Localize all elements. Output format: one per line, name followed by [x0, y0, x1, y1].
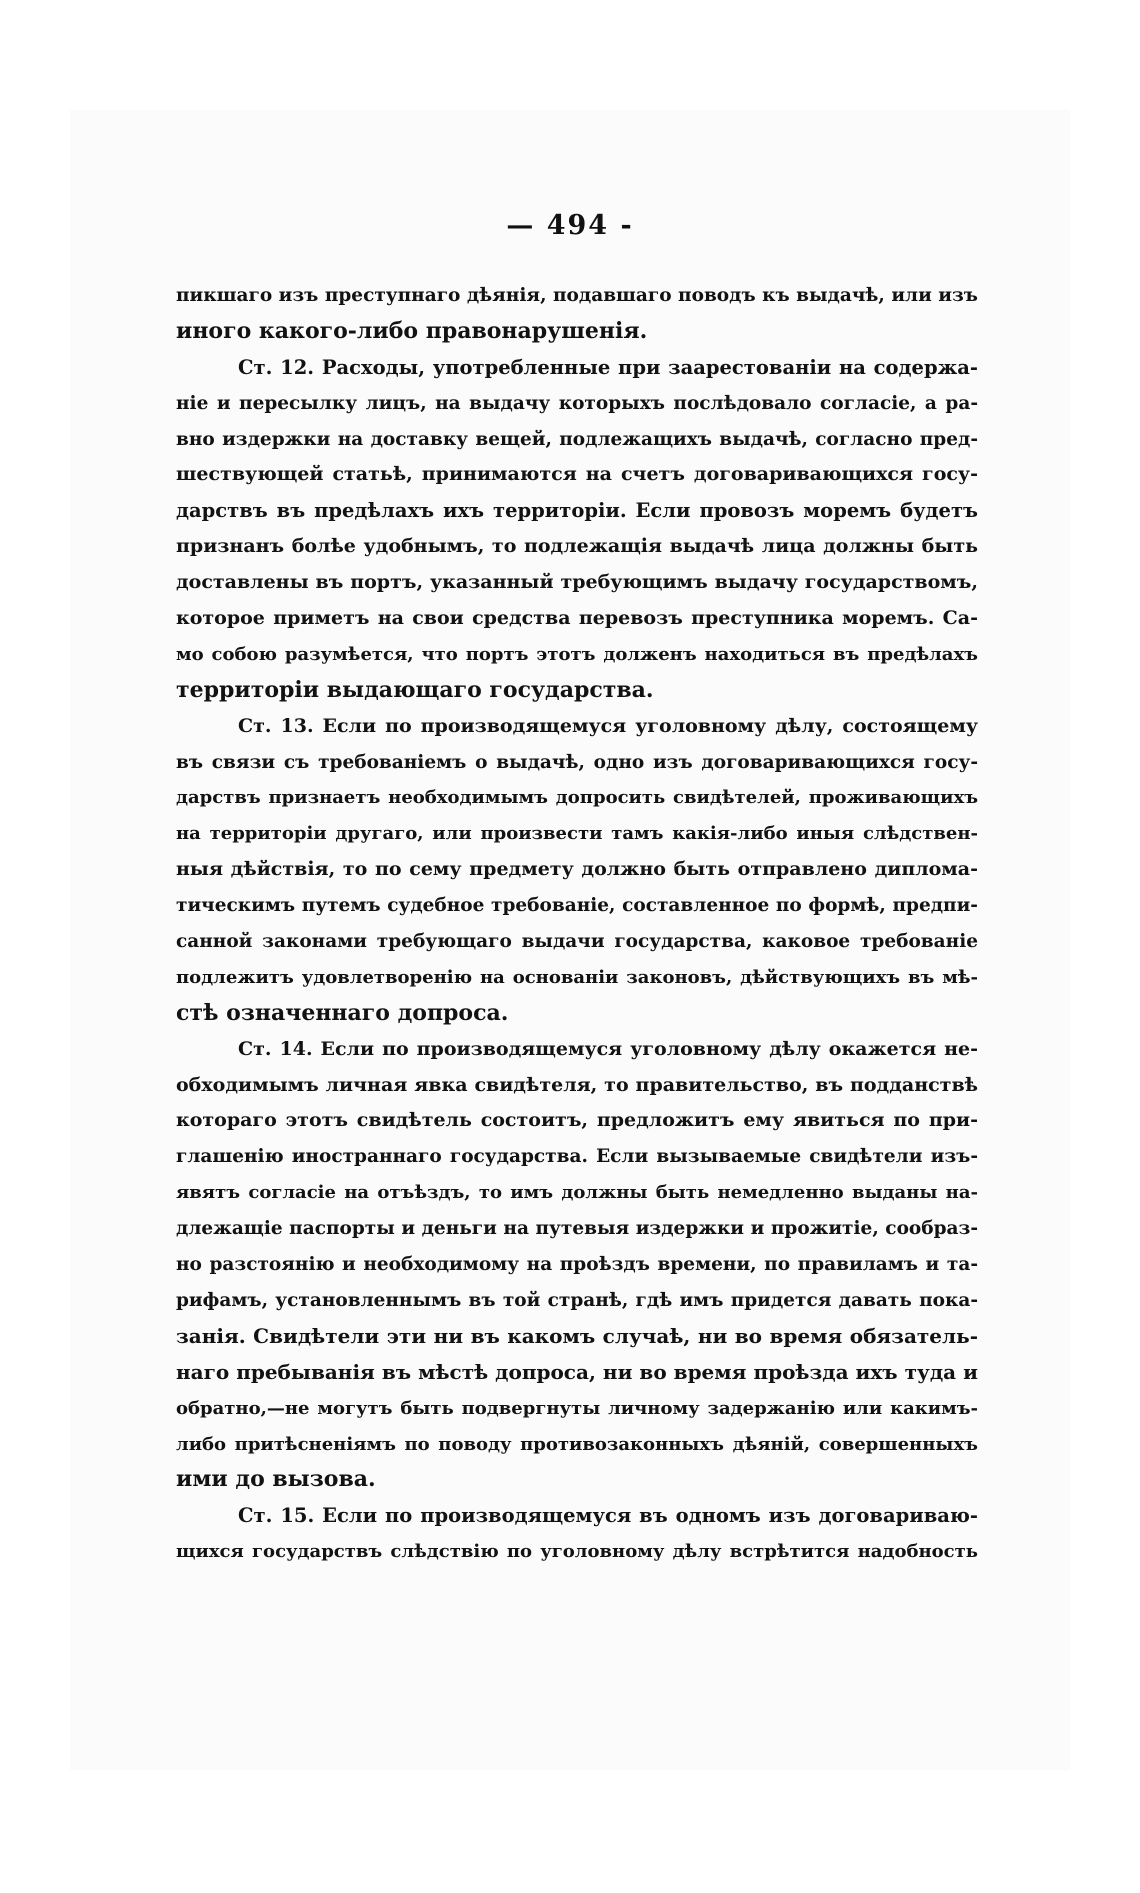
text-line: обходимымъ личная явка свидѣтеля, то правительство, въ подданствѣ — [176, 1073, 978, 1096]
text-line: шествующей статьѣ, принимаются на счетъ договаривающихся госу- — [176, 463, 978, 486]
text-line: въ связи съ требованіемъ о выдачѣ, одно изъ договаривающихся госу- — [176, 751, 978, 773]
text-line: но разстоянію и необходимому на проѣздъ времени, по правиламъ и та- — [176, 1254, 978, 1276]
text-line: тическимъ путемъ судебное требованіе, составленное по формѣ, предпи- — [176, 895, 978, 917]
text-line: иного какого-либо правонарушенія. — [176, 317, 648, 344]
text-line: занія. Свидѣтели эти ни въ какомъ случаѣ, ни во время обязатель- — [176, 1323, 978, 1348]
text-line: наго пребыванія въ мѣстѣ допроса, ни во время проѣзда ихъ туда и — [176, 1359, 978, 1384]
text-line: подлежитъ удовлетворенію на основаніи законовъ, дѣйствующихъ въ мѣ- — [176, 966, 978, 988]
page-number: — 494 - — [506, 210, 634, 241]
text-line: на территоріи другаго, или произвести тамъ какія-либо иныя слѣдствен- — [176, 823, 978, 845]
text-line: рифамъ, установленнымъ въ той странѣ, гдѣ имъ придется давать пока- — [176, 1289, 978, 1311]
text-line: щихся государствъ слѣдствію по уголовному дѣлу встрѣтится надобность — [176, 1541, 978, 1563]
text-line: признанъ болѣе удобнымъ, то подлежащія выдачѣ лица должны быть — [176, 535, 978, 558]
text-line: ими до вызова. — [176, 1466, 376, 1493]
text-line: ныя дѣйствія, то по сему предмету должно быть отправлено диплома- — [176, 858, 978, 881]
text-line: явятъ согласіе на отъѣздъ, то имъ должны быть немедленно выданы на- — [176, 1182, 978, 1204]
body-text — [176, 278, 978, 1570]
text-line: длежащіе паспорты и деньги на путевыя издержки и прожитіе, сообраз- — [176, 1218, 978, 1240]
text-line: либо притѣсненіямъ по поводу противозаконныхъ дѣяній, совершенныхъ — [176, 1433, 978, 1455]
article-12-heading-line: Ст. 12. Расходы, употребленные при заарестованіи на содержа- — [238, 355, 978, 379]
text-line: дарствъ признаетъ необходимымъ допросить свидѣтелей, проживающихъ — [176, 787, 978, 809]
text-line: вно издержки на доставку вещей, подлежащихъ выдачѣ, согласно пред- — [176, 428, 978, 450]
article-15-heading-line: Ст. 15. Если по производящемуся въ одномъ изъ договариваю- — [238, 1504, 978, 1528]
text-line: территоріи выдающаго государства. — [176, 676, 654, 703]
text-line: доставлены въ портъ, указанный требующимъ выдачу государствомъ, — [176, 571, 978, 594]
article-14-heading-line: Ст. 14. Если по производящемуся уголовному дѣлу окажется не- — [238, 1037, 978, 1060]
text-line: котораго этотъ свидѣтель состоитъ, предложитъ ему явиться по при- — [176, 1109, 978, 1132]
text-line: ніе и пересылку лицъ, на выдачу которыхъ послѣдовало согласіе, а ра- — [176, 392, 978, 414]
text-line: санной законами требующаго выдачи государства, каковое требованіе — [176, 931, 978, 953]
text-line: пикшаго изъ преступнаго дѣянія, подавшаго поводъ къ выдачѣ, или изъ — [176, 285, 978, 306]
text-line: обратно,—не могутъ быть подвергнуты личному задержанію или какимъ- — [176, 1397, 978, 1419]
text-line: которое приметъ на свои средства перевозъ преступника моремъ. Са- — [176, 607, 978, 630]
text-line: дарствъ въ предѣлахъ ихъ территоріи. Если провозъ моремъ будетъ — [176, 499, 978, 523]
text-line: стѣ означеннаго допроса. — [176, 999, 509, 1026]
article-13-heading-line: Ст. 13. Если по производящемуся уголовному дѣлу, состоящему — [238, 714, 978, 737]
text-line: глашенію иностраннаго государства. Если вызываемые свидѣтели изъ- — [176, 1146, 978, 1168]
text-line: мо собою разумѣется, что портъ этотъ долженъ находиться въ предѣлахъ — [176, 643, 978, 665]
